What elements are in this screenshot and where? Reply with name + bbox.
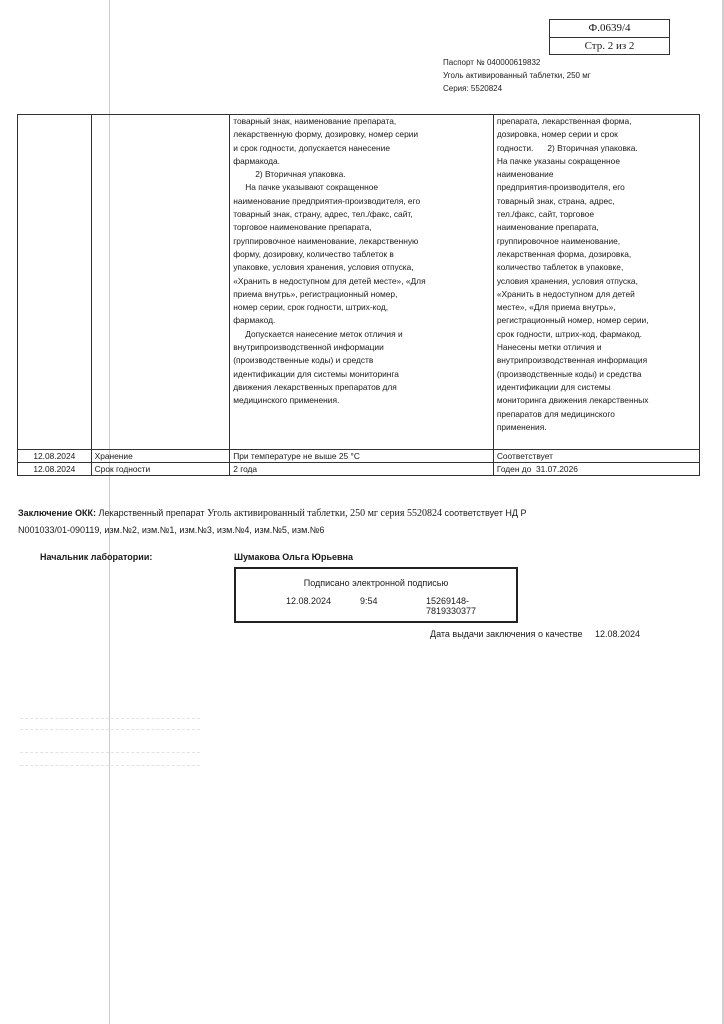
requirement-line: фармакода. bbox=[233, 155, 280, 166]
date-cell bbox=[18, 115, 92, 450]
requirement-line: номер серии, срок годности, штрих-код, bbox=[233, 302, 389, 313]
issue-date-label: Дата выдачи заключения о качестве bbox=[430, 629, 583, 639]
requirement-line: Допускается нанесение меток отличия и bbox=[245, 328, 403, 339]
conclusion-block bbox=[18, 505, 578, 538]
result-line: Нанесены метки отличия и bbox=[496, 342, 602, 353]
result-line: препарата, лекарственная форма, bbox=[496, 116, 632, 126]
requirement-cell bbox=[230, 115, 494, 450]
signature-number: 15269148-7819330377 bbox=[426, 596, 477, 616]
issue-date-line bbox=[430, 629, 640, 639]
scan-artifact bbox=[20, 712, 200, 782]
quality-table bbox=[17, 114, 700, 476]
result-line: товарный знак, страна, адрес, bbox=[496, 195, 615, 206]
signature-date: 12.08.2024 bbox=[286, 596, 332, 606]
result-line: лекарственная форма, дозировка, bbox=[496, 248, 632, 259]
conclusion-standard-number: N001033/01-090119, изм.№2, изм.№1, изм.№3, изм.№4, изм.№5, изм.№6 bbox=[18, 525, 325, 535]
result-line: наименование препарата, bbox=[496, 222, 599, 233]
result-line: мониторинга движения лекарственных bbox=[496, 395, 649, 406]
result-line: количество таблеток в упаковке, bbox=[496, 262, 624, 273]
form-code-box bbox=[549, 19, 670, 55]
page-number: Стр. 2 из 2 bbox=[584, 40, 635, 52]
head-of-lab-name: Шумакова Ольга Юрьевна bbox=[234, 552, 353, 562]
requirement-cell: 2 года bbox=[230, 463, 494, 476]
conclusion-text: Лекарственный препарат bbox=[98, 508, 205, 518]
result-cell: Годен до 31.07.2026 bbox=[493, 463, 699, 476]
requirement-line: товарный знак, страну, адрес, тел./факс, сайт, bbox=[233, 209, 413, 220]
requirement-line: «Хранить в недоступном для детей месте», «Для bbox=[233, 275, 426, 286]
date-cell: 12.08.2024 bbox=[18, 463, 92, 476]
result-line: регистрационный номер, номер серии, bbox=[496, 315, 649, 326]
result-line: (производственные коды) и средства bbox=[496, 368, 642, 379]
signature-title: Подписано электронной подписью bbox=[303, 578, 449, 588]
passport-number: Паспорт № 040000619832 bbox=[443, 58, 541, 67]
table-row bbox=[18, 463, 700, 476]
requirement-cell: При температуре не выше 25 °С bbox=[230, 450, 494, 463]
requirement-line: наименование предприятия-производителя, его bbox=[233, 195, 421, 206]
result-line: идентификации для системы bbox=[496, 381, 611, 392]
requirement-line: группировочное наименование, лекарственную bbox=[233, 235, 419, 246]
result-line: наименование bbox=[496, 169, 554, 180]
result-line: «Хранить в недоступном для детей bbox=[496, 288, 635, 299]
conclusion-product: Уголь активированный таблетки, 250 мг серия 5520824 bbox=[207, 508, 442, 519]
requirement-line: На пачке указывают сокращенное bbox=[245, 182, 379, 193]
requirement-line: (производственные коды) и средств bbox=[233, 355, 374, 366]
result-cell: Соответствует bbox=[493, 450, 699, 463]
result-line: тел./факс, сайт, торговое bbox=[496, 209, 594, 220]
passport-header bbox=[443, 56, 591, 95]
requirement-line: упаковке, условия хранения, условия отпуска, bbox=[233, 262, 414, 273]
head-of-lab-label: Начальник лаборатории: bbox=[40, 552, 153, 562]
conclusion-label: Заключение ОКК: bbox=[18, 508, 97, 518]
result-cell bbox=[493, 115, 699, 450]
result-line: На пачке указаны сокращенное bbox=[496, 155, 620, 166]
result-line: применения. bbox=[496, 421, 547, 432]
form-code: Ф.0639/4 bbox=[550, 20, 669, 38]
table-row bbox=[18, 115, 700, 450]
conclusion-standard: соответствует НД Р bbox=[444, 508, 527, 518]
electronic-signature-box bbox=[234, 567, 518, 623]
requirement-line: 2) Вторичная упаковка. bbox=[255, 169, 346, 180]
date-cell: 12.08.2024 bbox=[18, 450, 92, 463]
requirement-line: движения лекарственных препаратов для bbox=[233, 381, 397, 392]
indicator-cell: Хранение bbox=[91, 450, 230, 463]
requirement-line: фармакод. bbox=[233, 315, 276, 326]
result-line: внутрипроизводственная информация bbox=[496, 355, 648, 366]
passport-series: Серия: 5520824 bbox=[443, 84, 503, 93]
requirement-line: товарный знак, наименование препарата, bbox=[233, 116, 397, 126]
requirement-line: торговое наименование препарата, bbox=[233, 222, 372, 233]
requirement-line: идентификации для системы мониторинга bbox=[233, 368, 399, 379]
result-line: группировочное наименование, bbox=[496, 235, 621, 246]
table-row bbox=[18, 450, 700, 463]
result-line: предприятия-производителя, его bbox=[496, 182, 625, 193]
requirement-line: форму, дозировку, количество таблеток в bbox=[233, 248, 394, 259]
issue-date: 12.08.2024 bbox=[594, 629, 641, 639]
result-line: месте», «Для приема внутрь», bbox=[496, 302, 616, 313]
indicator-cell: Срок годности bbox=[91, 463, 230, 476]
indicator-cell bbox=[91, 115, 230, 450]
result-line: препаратов для медицинского bbox=[496, 408, 615, 419]
requirement-line: лекарственную форму, дозировку, номер серии bbox=[233, 129, 419, 140]
requirement-line: внутрипроизводственной информации bbox=[233, 342, 384, 353]
result-line: срок годности, штрих-код, фармакод. bbox=[496, 328, 642, 339]
signature-time: 9:54 bbox=[360, 596, 378, 606]
result-line: дозировка, номер серии и срок bbox=[496, 129, 618, 140]
result-line: годности. 2) Вторичная упаковка. bbox=[496, 142, 638, 153]
requirement-line: приема внутрь», регистрационный номер, bbox=[233, 288, 398, 299]
passport-product: Уголь активированный таблетки, 250 мг bbox=[443, 71, 591, 80]
result-line: условия хранения, условия отпуска, bbox=[496, 275, 638, 286]
requirement-line: и срок годности, допускается нанесение bbox=[233, 142, 390, 153]
requirement-line: медицинского применения. bbox=[233, 395, 340, 406]
